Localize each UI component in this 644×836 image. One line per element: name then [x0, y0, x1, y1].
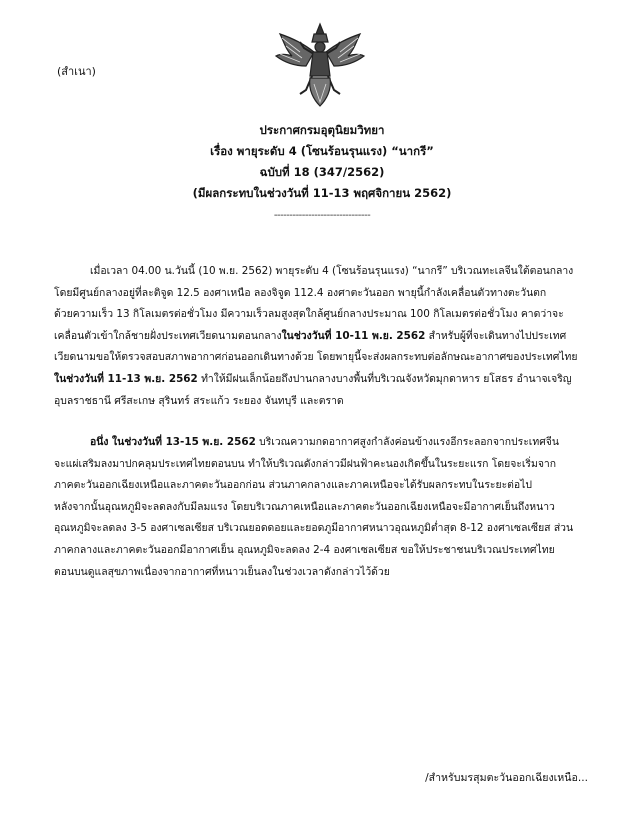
paragraph-line: หลังจากนั้นอุณหภูมิจะลดลงกับมีลมแรง โดยบริเวณภาคเหนือและภาคตะวันออกเฉียงเหนือจะมีอากาศเย็นถึงหนาว	[54, 500, 555, 513]
text-segment: เคลื่อนตัวเข้าใกล้ชายฝั่งประเทศเวียดนามตอนกลาง	[54, 329, 282, 342]
paragraph-line: ภาคกลางและภาคตะวันออกมีอากาศเย็น อุณหภูมิจะลดลง 2-4 องศาเซลเซียส ขอให้ประชาชนบริเวณประเทศไทย	[54, 543, 555, 556]
continuation-note: /สำหรับมรสุมตะวันออกเฉียงเหนือ...	[425, 772, 588, 784]
text-segment: บริเวณความกดอากาศสูงกำลังค่อนข้างแรงอีกระลอกจากประเทศจีน	[255, 436, 559, 448]
paragraph-line: เวียดนามขอให้ตรวจสอบสภาพอากาศก่อนออกเดินทางด้วย โดยพายุนี้จะส่งผลกระทบต่อลักษณะอากาศของประเทศไทย	[54, 351, 578, 364]
bold-date-range: ในช่วงวันที่ 11-13 พ.ย. 2562	[54, 372, 198, 385]
agency-title: ประกาศกรมอุตุนิยมวิทยา	[259, 123, 385, 137]
subject-line: เรื่อง พายุระดับ 4 (โซนร้อนรุนแรง) “นากรี”	[210, 144, 434, 158]
text-segment: ทำให้มีฝนเล็กน้อยถึงปานกลางบางพื้นที่บริเวณจังหวัดมุกดาหาร ยโสธร อำนาจเจริญ	[197, 372, 572, 385]
paragraph-line: จะแผ่เสริมลงมาปกคลุมประเทศไทยตอนบน ทำให้บริเวณดังกล่าวมีฝนฟ้าคะนองเกิดขึ้นในระยะแรก โดยจะเริ่มจาก	[54, 457, 557, 470]
paragraph-line	[54, 326, 592, 348]
garuda-emblem-icon	[270, 20, 370, 110]
paragraph-line: ด้วยความเร็ว 13 กิโลเมตรต่อชั่วโมง มีความเร็วลมสูงสุดใกล้ศูนย์กลางประมาณ 100 กิโลเมตรต่อชั่วโมง คาดว่าจะ	[54, 308, 564, 321]
paragraph-line: ตอนบนดูแลสุขภาพเนื่องจากอากาศที่หนาวเย็นลงในช่วงเวลาดังกล่าวไว้ด้วย	[54, 565, 390, 578]
paragraph-line: โดยมีศูนย์กลางอยู่ที่ละติจูด 12.5 องศาเหนือ ลองจิจูด 112.4 องศาตะวันออก พายุนี้กำลังเคลื่อนตัวทางตะวันตก	[54, 286, 547, 299]
paragraph-line	[54, 369, 592, 391]
paragraph-line	[54, 432, 592, 454]
bold-date-range: อนึ่ง ในช่วงวันที่ 13-15 พ.ย. 2562	[90, 436, 256, 448]
issue-number: ฉบับที่ 18 (347/2562)	[259, 165, 385, 179]
paragraph-storm-position	[54, 261, 592, 412]
announcement-header	[0, 120, 644, 204]
paragraph-line: เมื่อเวลา 04.00 น.วันนี้ (10 พ.ย. 2562) พายุระดับ 4 (โซนร้อนรุนแรง) “นากรี” บริเวณทะเลจีนใต้ตอนกลาง	[90, 265, 574, 277]
text-segment: สำหรับผู้ที่จะเดินทางไปประเทศ	[425, 329, 567, 342]
paragraph-high-pressure	[54, 432, 592, 583]
copy-mark: (สำเนา)	[57, 65, 96, 78]
divider-line: -------------------------------	[273, 210, 371, 221]
paragraph-line: อุณหภูมิจะลดลง 3-5 องศาเซลเซียส บริเวณยอดดอยและยอดภูมีอากาศหนาวอุณหภูมิต่ำสุด 8-12 องศาเซลเซียส ส่วน	[54, 522, 574, 535]
paragraph-line: ภาคตะวันออกเฉียงเหนือและภาคตะวันออกก่อน ส่วนภาคกลางและภาคเหนือจะได้รับผลกระทบในระยะต่อไป	[54, 479, 532, 492]
paragraph-line: อุบลราชธานี ศรีสะเกษ สุรินทร์ สระแก้ว ระยอง จันทบุรี และตราด	[54, 394, 344, 407]
effect-period: (มีผลกระทบในช่วงวันที่ 11-13 พฤศจิกายน 2562)	[192, 186, 452, 200]
bold-date-range: ในช่วงวันที่ 10-11 พ.ย. 2562	[281, 329, 426, 342]
